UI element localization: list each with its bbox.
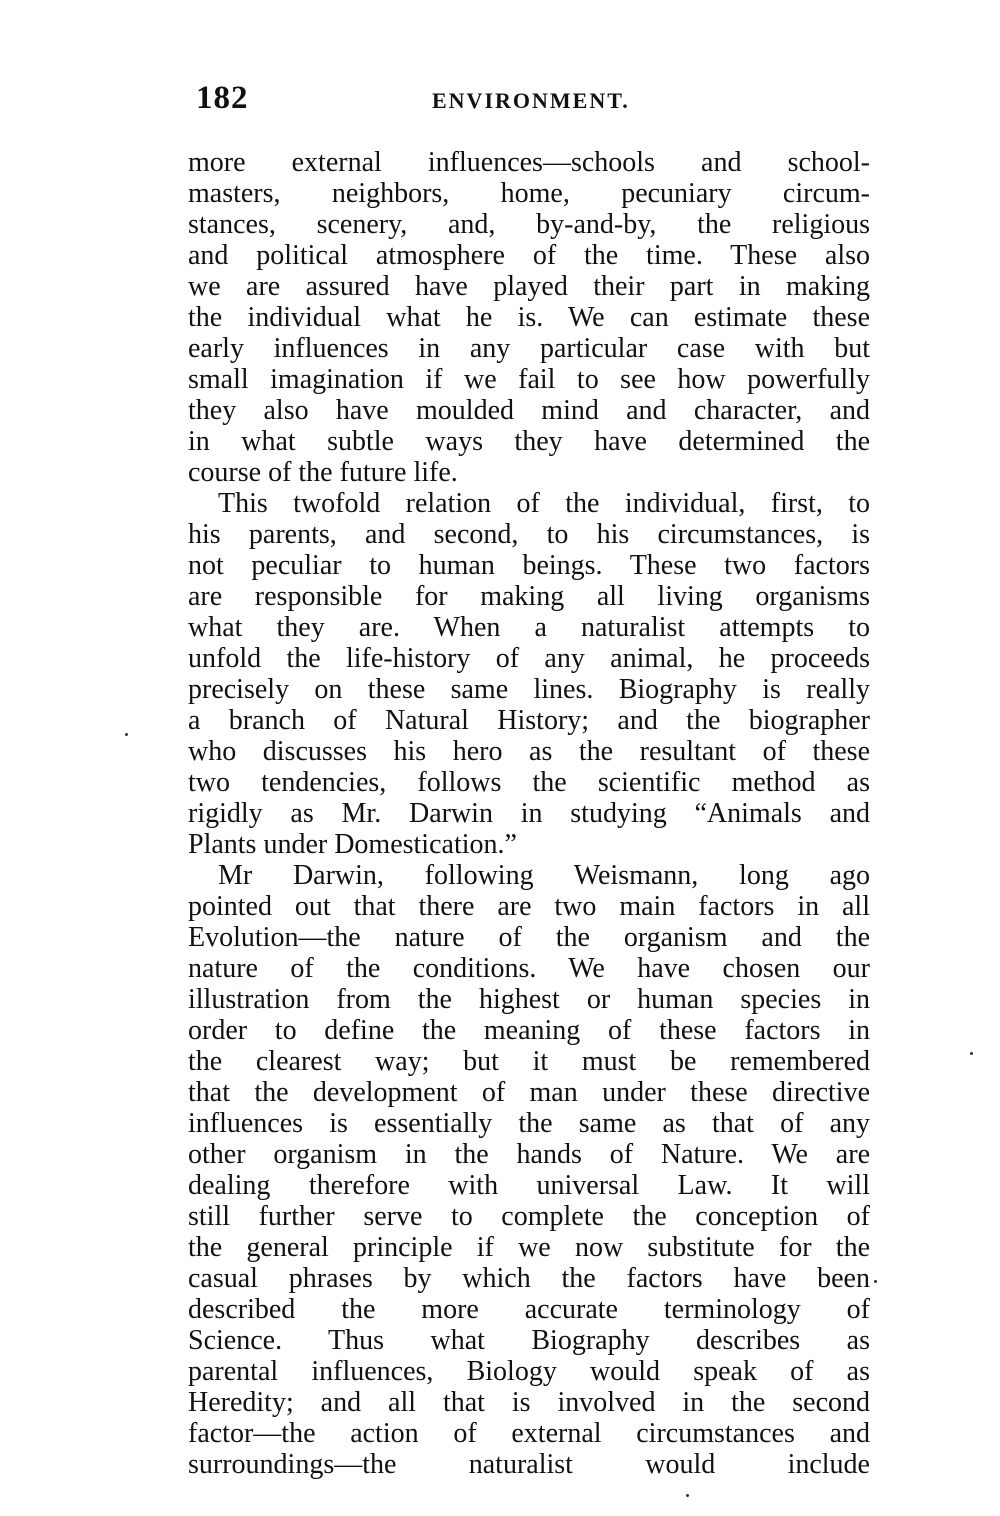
print-speck: [125, 733, 128, 736]
paragraph-end-line: Plants under Domestication.”: [188, 829, 517, 860]
text-line: order to define the meaning of these factors in: [188, 1015, 870, 1046]
page-number: 182: [196, 80, 249, 116]
text-line: who discusses his hero as the resultant of these: [188, 736, 870, 767]
text-line: Science. Thus what Biography describes as: [188, 1325, 870, 1356]
text-line: what they are. When a naturalist attempts to: [188, 612, 870, 643]
running-title: ENVIRONMENT.: [432, 88, 630, 113]
text-line: other organism in the hands of Nature. We are: [188, 1139, 870, 1170]
text-line: are responsible for making all living organisms: [188, 581, 870, 612]
text-line: Heredity; and all that is involved in the second: [188, 1387, 870, 1418]
print-speck: [874, 1280, 877, 1283]
text-line: surroundings—the naturalist would include: [188, 1449, 870, 1480]
text-line: the individual what he is. We can estimate these: [188, 302, 870, 333]
text-line: pointed out that there are two main factors in all: [188, 891, 870, 922]
text-line: stances, scenery, and, by-and-by, the religious: [188, 209, 870, 240]
text-line: precisely on these same lines. Biography is really: [188, 674, 870, 705]
text-line: masters, neighbors, home, pecuniary circum-: [188, 178, 870, 209]
text-line: rigidly as Mr. Darwin in studying “Animals and: [188, 798, 870, 829]
text-line: influences is essentially the same as that of any: [188, 1108, 870, 1139]
running-head: [188, 80, 870, 120]
text-line: illustration from the highest or human species in: [188, 984, 870, 1015]
text-line: in what subtle ways they have determined the: [188, 426, 870, 457]
text-line: two tendencies, follows the scientific method as: [188, 767, 870, 798]
text-line: described the more accurate terminology of: [188, 1294, 870, 1325]
text-line: unfold the life-history of any animal, he proceeds: [188, 643, 870, 674]
text-line: a branch of Natural History; and the biographer: [188, 705, 870, 736]
print-speck: [970, 1052, 973, 1055]
text-line: we are assured have played their part in making: [188, 271, 870, 302]
text-line: factor—the action of external circumstances and: [188, 1418, 870, 1449]
text-line: they also have moulded mind and character, and: [188, 395, 870, 426]
text-line: nature of the conditions. We have chosen our: [188, 953, 870, 984]
text-line: the general principle if we now substitute for the: [188, 1232, 870, 1263]
paragraph-start-line: This twofold relation of the individual, first, to: [218, 488, 870, 519]
text-line: the clearest way; but it must be remembered: [188, 1046, 870, 1077]
text-line: still further serve to complete the conception of: [188, 1201, 870, 1232]
text-line: early influences in any particular case with but: [188, 333, 870, 364]
body-text: [188, 147, 870, 1480]
text-line: that the development of man under these directive: [188, 1077, 870, 1108]
text-line: small imagination if we fail to see how powerfully: [188, 364, 870, 395]
text-line: parental influences, Biology would speak of as: [188, 1356, 870, 1387]
print-speck: [686, 1494, 689, 1497]
text-line: and political atmosphere of the time. These also: [188, 240, 870, 271]
text-line: more external influences—schools and school-: [188, 147, 870, 178]
text-line: his parents, and second, to his circumstances, is: [188, 519, 870, 550]
paragraph-end-line: course of the future life.: [188, 457, 458, 488]
text-line: Evolution—the nature of the organism and the: [188, 922, 870, 953]
text-line: casual phrases by which the factors have been: [188, 1263, 870, 1294]
paragraph-start-line: Mr Darwin, following Weismann, long ago: [218, 860, 870, 891]
text-line: dealing therefore with universal Law. It will: [188, 1170, 870, 1201]
text-line: not peculiar to human beings. These two factors: [188, 550, 870, 581]
